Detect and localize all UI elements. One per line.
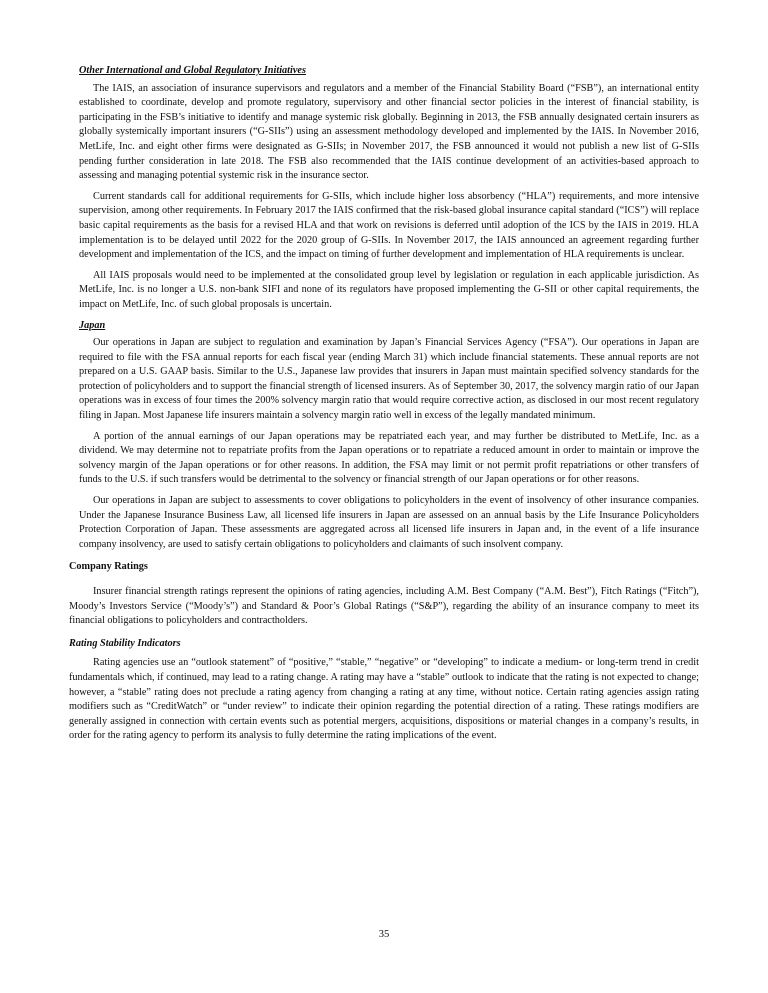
section-heading-japan: Japan [79,319,106,331]
paragraph: Our operations in Japan are subject to assessments to cover obligations to policyholders in the event of insolvency of other insurance companies. Under the Japanese Insurance Business Law, all licensed life insurers in Japan are assessed on an annual basis by the Life Insurance Policyholders Protection Corporation of Japan. These assessments are aggregated across all licensed life insurers in Japan and, in the event of a life insurance company insolvency, are used to satisfy certain obligations to policyholders and claimants of such insolvent company. [79,495,699,550]
page-number: 35 [378,929,390,940]
paragraph: A portion of the annual earnings of our Japan operations may be repatriated each year, and may further be distributed to MetLife, Inc. as a dividend. We may determine not to repatriate profits from the Japan operations or to repatriate a reduced amount in order to maintain or improve the solvency margin of the Japan operations or for other reasons. In addition, the FSA may limit or not permit profit repatriations or other transfers of funds to the U.S. if such transfers would be detrimental to the solvency or financial strength of our Japan operations or for other reasons. [79,430,699,486]
section-heading-rating-stability: Rating Stability Indicators [69,637,181,649]
paragraph: Insurer financial strength ratings represent the opinions of rating agencies, including A.M. Best Company (“A.M. Best”), Fitch Ratings (“Fitch”), Moody’s Investors Service (“Moody’s”) and Standard & Poor’s Global Ratings (“S&P”), regarding the ability of an insurance company to meet its financial obligations to policyholders and contractholders. [69,586,699,627]
paragraph: Rating agencies use an “outlook statement” of “positive,” “stable,” “negative” or “developing” to indicate a medium- or long-term trend in credit fundamentals which, if continued, may lead to a rating change. A rating may have a “stable” outlook to indicate that the rating is not expected to change; however, a “stable” rating does not preclude a rating agency from changing a rating at any time, without notice. Certain rating agencies assign rating modifiers such as “CreditWatch” or “under review” to indicate their opinion regarding the potential direction of a rating. These ratings modifiers are generally assigned in connection with certain events such as potential mergers, acquisitions, dispositions or material changes in a company’s results, in order for the rating agency to perform its analysis to fully determine the rating implications of the event. [69,657,699,742]
document-page [69,64,699,750]
paragraph: All IAIS proposals would need to be implemented at the consolidated group level by legislation or regulation in each applicable jurisdiction. As MetLife, Inc. is no longer a U.S. non-bank SIFI and none of its regulators have proposed implementing the G-SII or other capital requirements, the impact on MetLife, Inc. of such global proposals is uncertain. [79,269,699,310]
section-heading-other-international: Other International and Global Regulatory Initiatives [79,65,306,76]
section-heading-company-ratings: Company Ratings [69,561,148,573]
paragraph: Our operations in Japan are subject to regulation and examination by Japan’s Financial Services Agency (“FSA”). Our operations in Japan are required to file with the FSA annual reports for each fiscal year (ending March 31) which include financial statements. These annual reports are not prepared on a U.S. GAAP basis. Similar to the U.S., Japanese law provides that insurers in Japan must maintain specified solvency standards for the protection of policyholders and to support the financial strength of licensed insurers. As of September 30, 2017, the solvency margin ratio of our Japan operations was in excess of four times the 200% solvency margin ratio that would require corrective action, as disclosed in our most recent regulatory filing in Japan. Most Japanese life insurers maintain a solvency margin ratio well in excess of the legally mandated minimum. [79,337,699,422]
paragraph: Current standards call for additional requirements for G-SIIs, which include higher loss absorbency (“HLA”) requirements, and more intensive supervision, among other requirements. In February 2017 the IAIS confirmed that the risk-based global insurance capital standard (“ICS”) will replace basic capital requirements as the basis for a revised HLA and that work on revisions is deferred until adoption of the ICS by the IAIS in 2019. HLA implementation is to be delayed until 2022 for the 2020 group of G-SIIs. In November 2017, the IAIS announced an agreement regarding further development and implementation of the ICS, and the impact on timing of further development and implementation of HLA requirements is unclear. [79,190,699,261]
paragraph: The IAIS, an association of insurance supervisors and regulators and a member of the Financial Stability Board (“FSB”), an international entity established to coordinate, develop and promote regulatory, supervisory and other financial sector policies in the interest of financial stability, is participating in the FSB’s initiative to identify and manage systemic risk globally. Beginning in 2013, the FSB annually designated certain insurers as globally systemically important insurers (“G-SIIs”) using an assessment methodology developed and implemented by the IAIS. In November 2016, MetLife, Inc. and eight other firms were designated as G-SIIs; in November 2017, the FSB announced it would not publish a new list of G-SIIs pending further consideration in late 2018. The FSB also recommended that the IAIS continue development of an activities-based approach to assessing and managing potential systemic risk in the insurance sector. [79,82,699,182]
